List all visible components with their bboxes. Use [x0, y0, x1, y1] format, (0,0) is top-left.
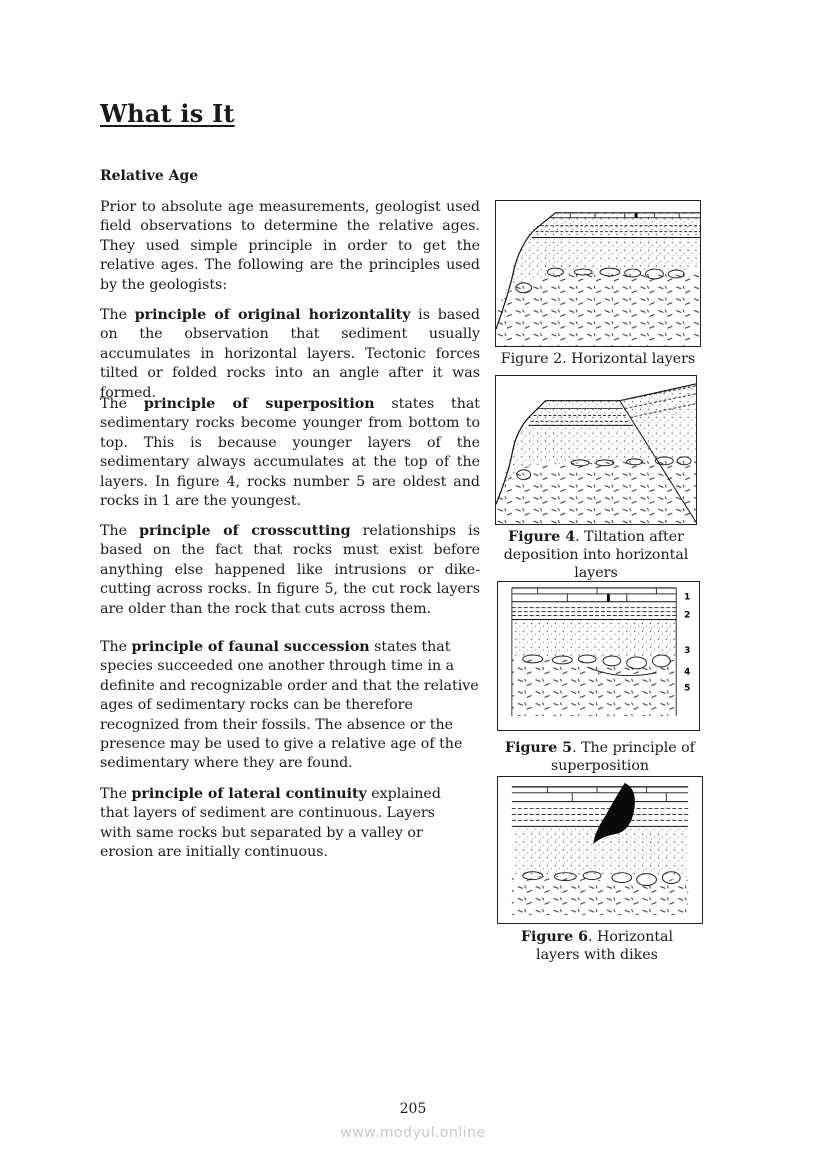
watermark: www.modyul.online: [340, 1125, 486, 1141]
principle-original-horizontality: The principle of original horizontality is based on the observation that sediment usually accumulates in horizontal layers. Tectonic forces tilted or folded rocks into an angle after it was formed.: [100, 307, 480, 401]
dike-intrusion-illustration: [498, 777, 702, 923]
tilted-layers-illustration: [496, 376, 696, 524]
page-title: What is It: [100, 99, 235, 128]
layer-number-4: 4: [684, 667, 691, 678]
layer-number-1: 1: [684, 592, 691, 603]
term: principle of lateral continuity: [131, 786, 367, 802]
term: principle of crosscutting: [139, 523, 351, 539]
rock-layers-illustration: [496, 201, 700, 346]
figure-4-caption: Figure 4. Tiltation after deposition into horizontal layers: [503, 529, 689, 581]
figure-4-tiltation-image: [495, 375, 697, 525]
numbered-layers-illustration: [498, 582, 699, 730]
term: principle of original horizontality: [134, 307, 411, 323]
term: principle of superposition: [143, 396, 375, 412]
figure-6-caption: Figure 6. Horizontal layers with dikes: [520, 929, 674, 963]
principle-superposition: The principle of superposition states that sedimentary rocks become younger from bottom to top. This is because younger layers of the sedimentary always accumulates at the top of the layers. In figure 4, rocks number 5 are oldest and rocks in 1 are the youngest.: [100, 396, 480, 510]
principle-crosscutting: The principle of crosscutting relationships is based on the fact that rocks must exist before anything else happened like intrusions or dike-cutting across rocks. In figure 5, the cut rock layers are older than the rock that cuts across them.: [100, 523, 480, 617]
term: principle of faunal succession: [131, 639, 370, 655]
principle-faunal-succession: The principle of faunal succession states that species succeeded one another through time in a definite and recognizable order and that the relative ages of sedimentary rocks can be therefore recognized from their fossils. The absence or the presence may be used to give a relative age of the sedimentary where they are found.: [100, 639, 479, 772]
page-number: 205: [399, 1101, 427, 1117]
principle-lateral-continuity: The principle of lateral continuity explained that layers of sediment are continuous. Layers with same rocks but separated by a valley or erosion are initially continuous.: [100, 786, 441, 861]
layer-number-5: 5: [684, 683, 691, 694]
layer-number-3: 3: [684, 646, 691, 657]
section-heading: Relative Age: [100, 168, 199, 184]
figure-5-caption: Figure 5. The principle of superposition: [505, 740, 695, 774]
intro-paragraph: Prior to absolute age measurements, geologist used field observations to determine the relative ages. They used simple principle in order to get the relative ages. The following are the principles used by the geologists:: [100, 199, 480, 293]
figure-6-dikes-image: [497, 776, 703, 924]
layer-number-2: 2: [684, 610, 691, 621]
figure-2-caption: Figure 2. Horizontal layers: [500, 351, 696, 367]
figure-5-superposition-image: [497, 581, 700, 731]
figure-2-horizontal-layers-image: [495, 200, 701, 347]
